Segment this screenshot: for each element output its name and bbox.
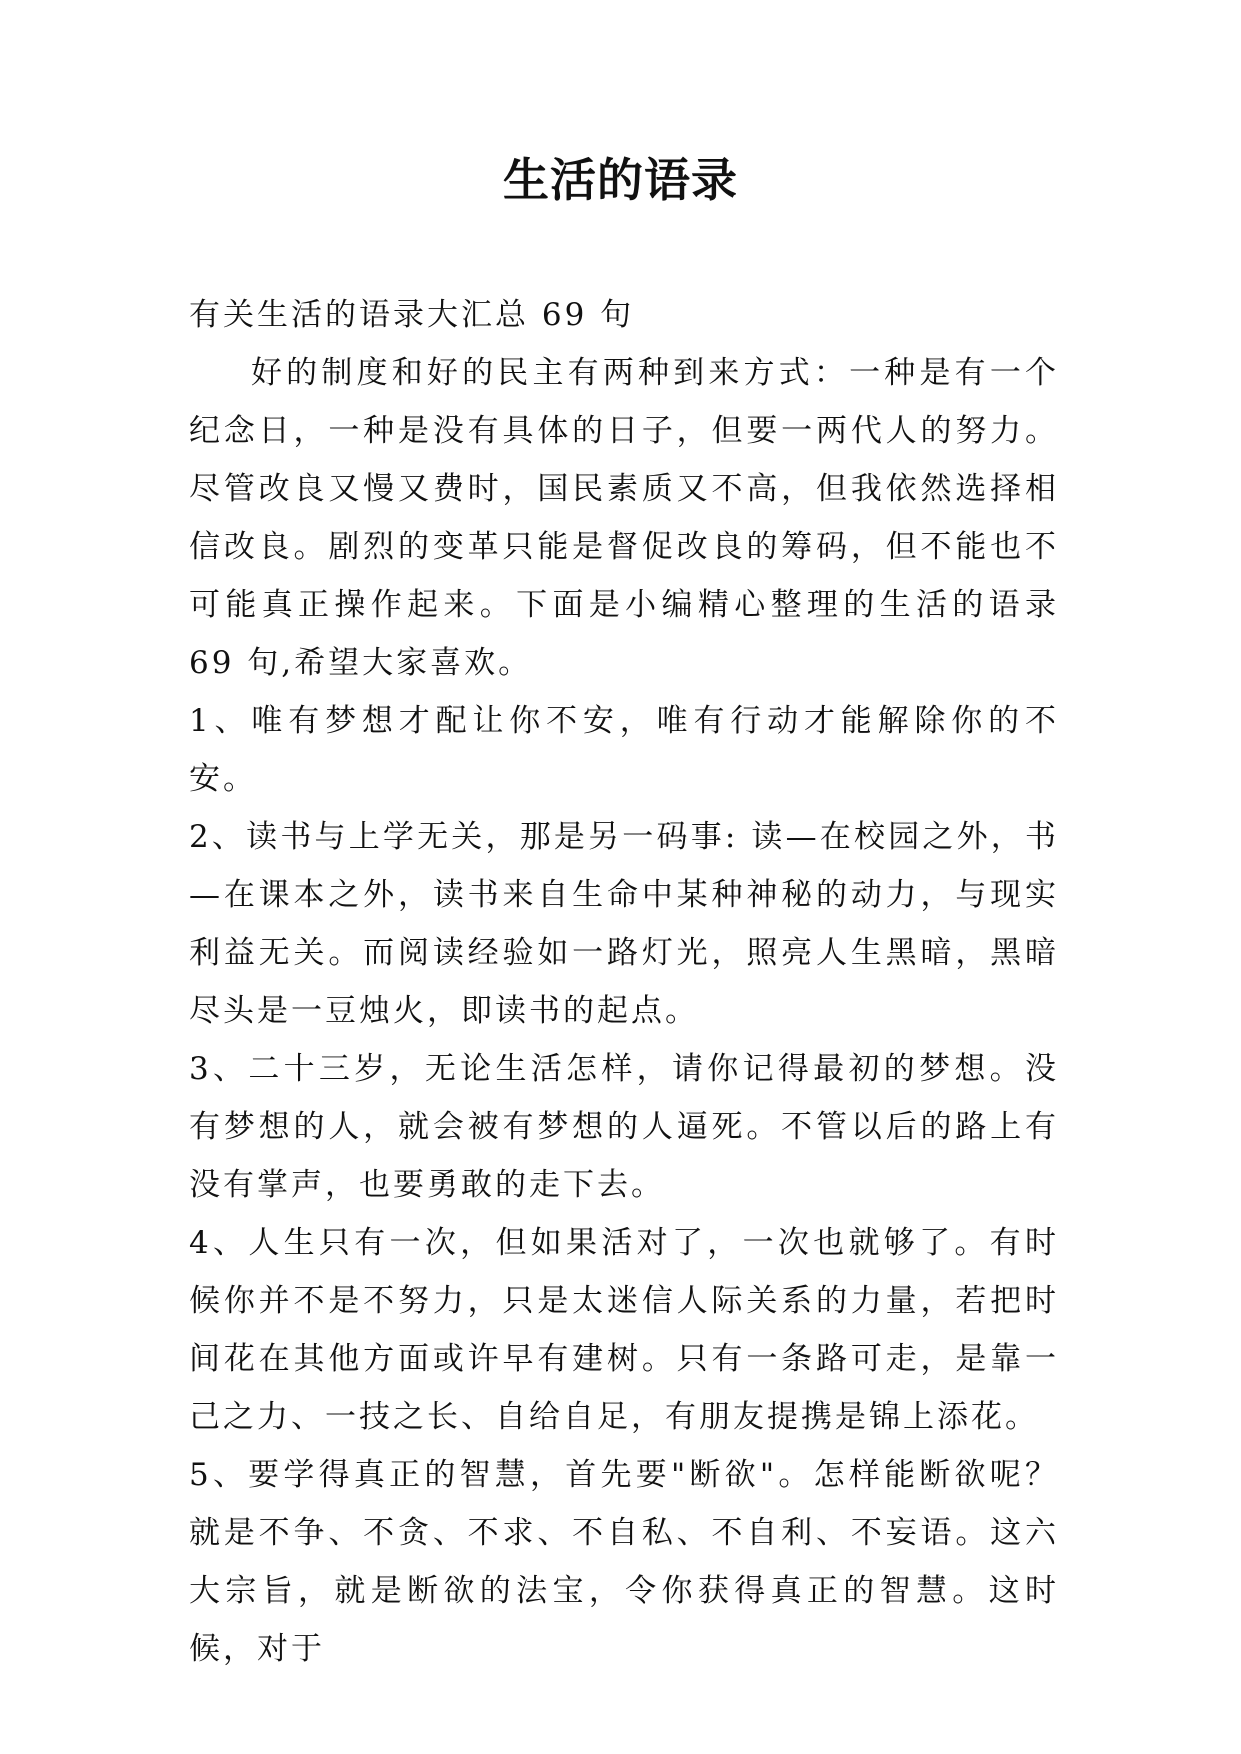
quote-item-5: 5、要学得真正的智慧，首先要"断欲"。怎样能断欲呢？就是不争、不贪、不求、不自私、不自利、不妄语。这六大宗旨，就是断欲的法宝，令你获得真正的智慧。这时候，对于: [189, 1457, 1059, 1667]
document-body: [189, 286, 1059, 1678]
quote-item-3: 3、二十三岁，无论生活怎样，请你记得最初的梦想。没有梦想的人，就会被有梦想的人逼死。不管以后的路上有没有掌声，也要勇敢的走下去。: [189, 1051, 1059, 1203]
quote-item-4: 4、人生只有一次，但如果活对了，一次也就够了。有时候你并不是不努力，只是太迷信人际关系的力量，若把时间花在其他方面或许早有建树。只有一条路可走，是靠一己之力、一技之长、自给自足，有朋友提携是锦上添花。: [189, 1225, 1059, 1435]
intro-paragraph: 好的制度和好的民主有两种到来方式：一种是有一个纪念日，一种是没有具体的日子，但要一两代人的努力。尽管改良又慢又费时，国民素质又不高，但我依然选择相信改良。剧烈的变革只能是督促改良的筹码，但不能也不可能真正操作起来。下面是小编精心整理的生活的语录 69 句,希望大家喜欢。: [189, 355, 1059, 681]
quote-item-2: 2、读书与上学无关，那是另一码事: 读—在校园之外，书—在课本之外，读书来自生命中某种神秘的动力，与现实利益无关。而阅读经验如一路灯光，照亮人生黑暗，黑暗尽头是一豆烛火，即读书的起点。: [189, 819, 1059, 1029]
quote-item-1: 1、唯有梦想才配让你不安，唯有行动才能解除你的不安。: [189, 703, 1059, 797]
document-subtitle: 有关生活的语录大汇总 69 句: [189, 297, 635, 333]
document-title: 生活的语录: [503, 153, 738, 207]
